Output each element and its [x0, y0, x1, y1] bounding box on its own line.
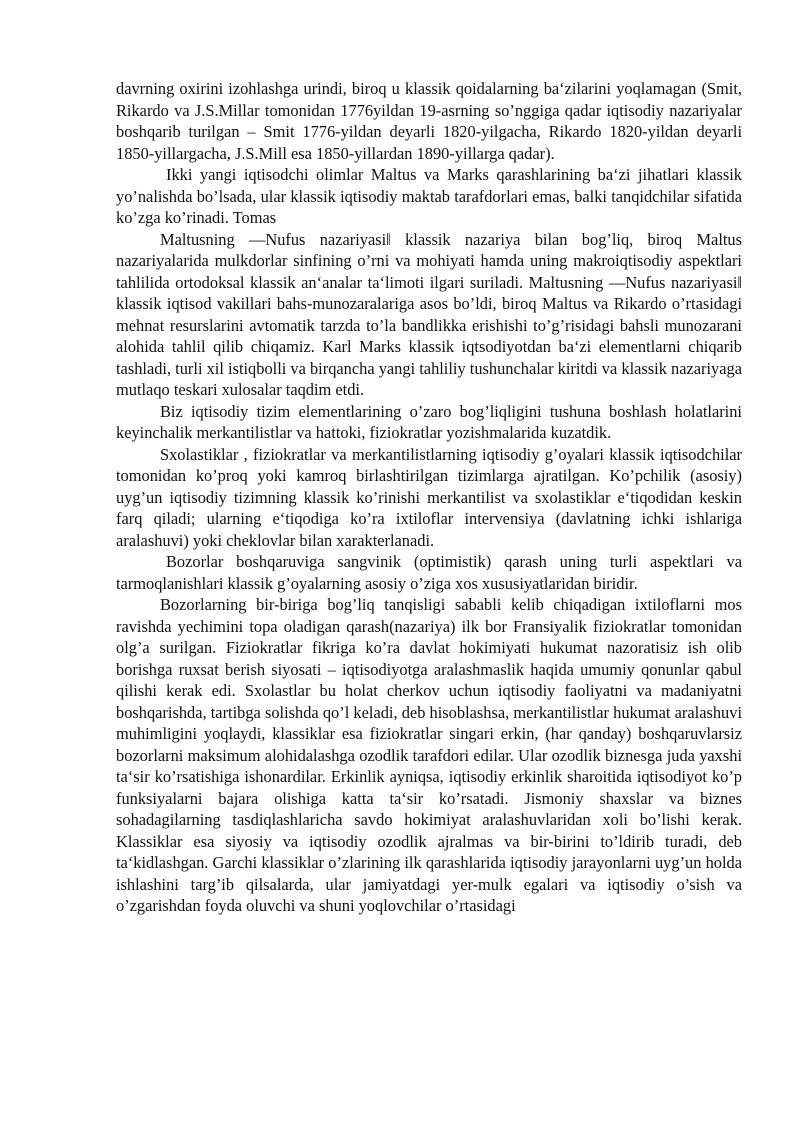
paragraph-continuation: davrning oxirini izohlashga urindi, biroq u klassik qoidalarning ba‘zilarini yoqlamagan (Smit, Rikardo va J.S.Millar tomonidan 1776yildan 19-asrning so’nggiga qadar iqtisodiy nazariyalar boshqarib turilgan – Smit 1776-yildan deyarli 1820-yilgacha, Rikardo 1820-yildan deyarli 1850-yillargacha, J.S.Mill esa 1850-yillardan 1890-yillarga qadar).: [116, 79, 742, 163]
paragraph: Ikki yangi iqtisodchi olimlar Maltus va Marks qarashlarining ba‘zi jihatlari klassik yo’nalishda bo’lsada, ular klassik iqtisodiy maktab tarafdorlari emas, balki tanqidchilar sifatida ko’zga ko’rinadi. Tomas: [116, 165, 742, 227]
paragraph: Bozorlarning bir-biriga bog’liq tanqisligi sababli kelib chiqadigan ixtiloflarni mos ravishda yechimini topa oladigan qarash(nazariya) ilk bor Fransiyalik fiziokratlar tomonidan olg’a surilgan. Fiziokratlar fikriga ko’ra davlat hokimiyati hukumat nazoratisiz ish olib borishga ruxsat berish siyosati – iqtisodiyotga aralashmaslik haqida umumiy qonunlar qabul qilishi kerak edi. Sxolastlar bu holat cherkov uchun iqtisodiy faoliyatni va madaniyatni boshqarishda, tartibga solishda qo’l keladi, deb hisoblashsa, merkantilistlar hukumat aralashuvi muhimligini yoqlaydi, klassiklar esa fiziokratlar singari erkin, (har qanday) boshqaruvlarsiz bozorlarni maksimum alohidalashga ozodlik tarafdori edilar. Ular ozodlik biznesga juda yaxshi ta‘sir ko’rsatishiga ishonardilar. Erkinlik ayniqsa, iqtisodiy erkinlik sharoitida iqtisodiyot ko’p funksiyalarni bajara olishiga katta ta‘sir ko’rsatadi. Jismoniy shaxslar va biznes sohadagilarning tasdiqlashlaricha savdo hokimiyat aralashuvlaridan xoli bo’lishi kerak. Klassiklar esa siyosiy va iqtisodiy ozodlik ajralmas va bir-birini to’ldirib turadi, deb ta‘kidlashgan. Garchi klassiklar o’zlarining ilk qarashlarida iqtisodiy jarayonlarni uyg’un holda ishlashini targ’ib qilsalarda, ular jamiyatdagi yer-mulk egalari va iqtisodiy o’sish va o’zgarishdan foyda oluvchi va shuni yoqlovchilar o’rtasidagi: [116, 595, 742, 915]
paragraph: Bozorlar boshqaruviga sangvinik (optimistik) qarash uning turli aspektlari va tarmoqlanishlari klassik g’oyalarning asosiy o’ziga xos xususiyatlaridan biridir.: [116, 552, 742, 593]
document-page: [116, 78, 742, 917]
paragraph: Sxolastiklar , fiziokratlar va merkantilistlarning iqtisodiy g’oyalari klassik iqtisodchilar tomonidan ko’proq yoki kamroq birlashtirilgan tizimlarga ajratilgan. Ko’pchilik (asosiy) uyg’un iqtisodiy tizimning klassik ko’rinishi merkantilist va sxolastiklar e‘tiqodidan keskin farq qiladi; ularning e‘tiqodiga ko’ra ixtiloflar intervensiya (davlatning ichki ishlariga aralashuvi) yoki cheklovlar bilan xarakterlanadi.: [116, 444, 742, 550]
paragraph: Maltusning ―Nufus nazariyasi‖ klassik nazariya bilan bog’liq, biroq Maltus nazariyalarida mulkdorlar sinfining o’rni va mohiyati hamda uning makroiqtisodiy aspektlari tahlilida ortodoksal klassik an‘analar ta‘limoti ilgari suriladi. Maltusning ―Nufus nazariyasi‖ klassik iqtisod vakillari bahs-munozaralariga asos bo’ldi, biroq Maltus va Rikardo o’rtasidagi mehnat resurslarini avtomatik tarzda to’la bandlikka erishishi to’g’risidagi bahsli munozarani alohida tahlil qilib chiqamiz. Karl Marks klassik iqtsodiyotdan ba‘zi elementlarni chiqarib tashladi, turli xil istiqbolli va birqancha yangi tahliliy tushunchalar kiritdi va klassik nazariyaga mutlaqo teskari xulosalar taqdim etdi.: [116, 229, 742, 399]
paragraph: Biz iqtisodiy tizim elementlarining o’zaro bog’liqligini tushuna boshlash holatlarini keyinchalik merkantilistlar va hattoki, fiziokratlar yozishmalarida kuzatdik.: [116, 401, 742, 442]
